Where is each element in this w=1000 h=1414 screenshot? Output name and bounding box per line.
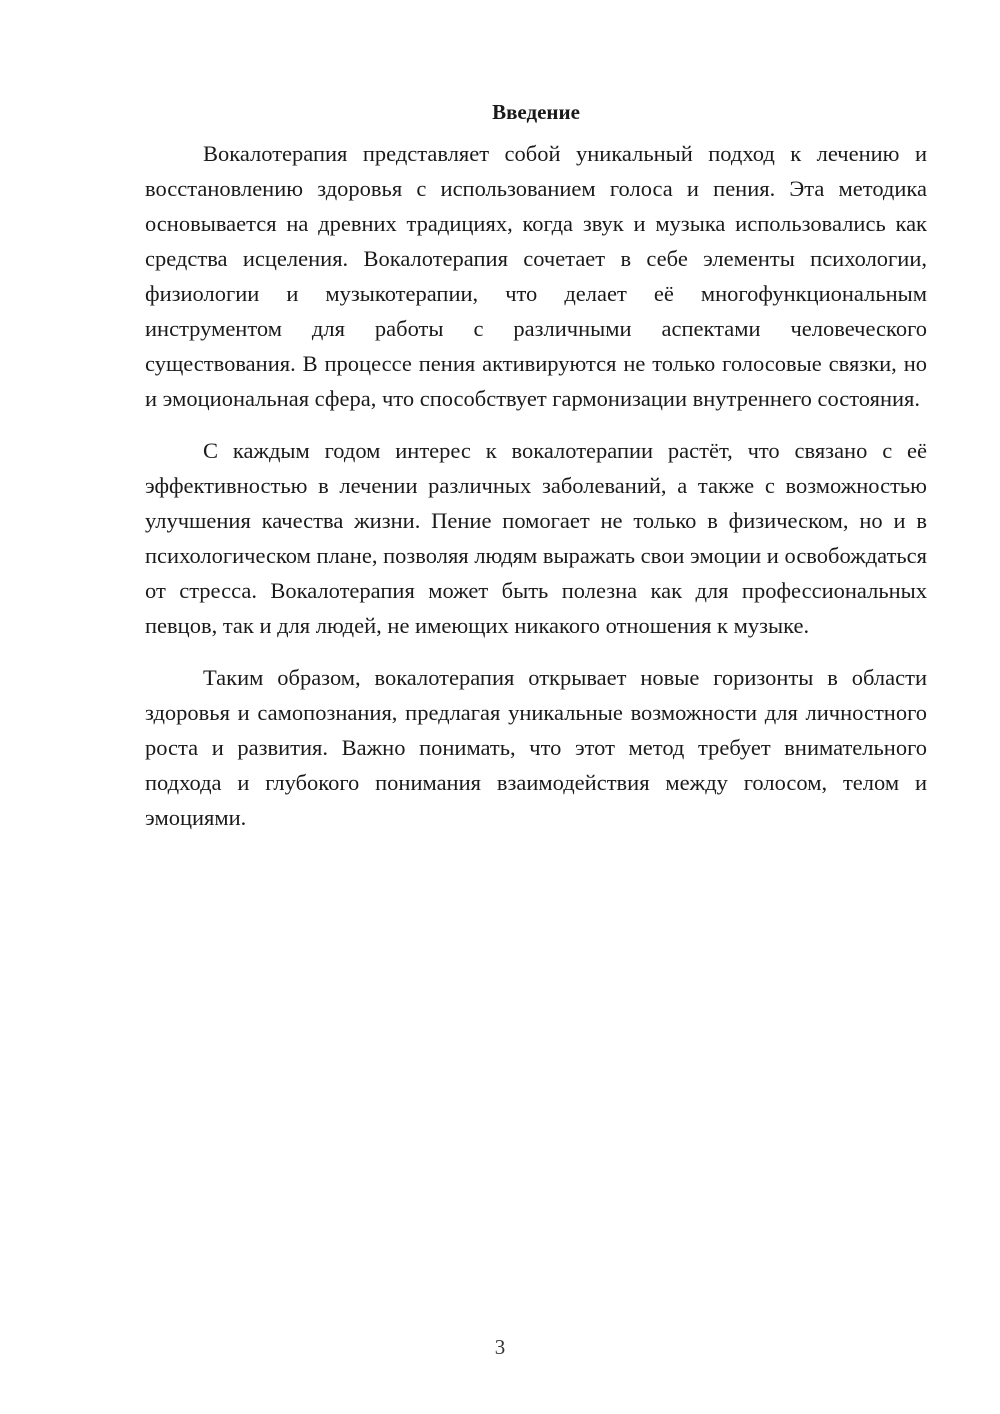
- section-title: Введение: [492, 100, 580, 124]
- paragraph-3: Таким образом, вокалотерапия открывает новые горизонты в области здоровья и самопознания, предлагая уникальные возможности для личностного роста и развития. Важно понимать, что этот метод требует внимательного подхода и глубокого понимания взаимодействия между голосом, телом и эмоциями.: [145, 665, 927, 830]
- page-number: 3: [494, 1335, 506, 1359]
- paragraph-1: Вокалотерапия представляет собой уникальный подход к лечению и восстановлению здоровья с использованием голоса и пения. Эта методика основывается на древних традициях, когда звук и музыка использовались как средства исцеления. Вокалотерапия сочетает в себе элементы психологии, физиологии и музыкотерапии, что делает её многофункциональным инструментом для работы с различными аспектами человеческого существования. В процессе пения активируются не только голосовые связки, но и эмоциональная сфера, что способствует гармонизации внутреннего состояния.: [145, 141, 927, 411]
- page-content: [145, 98, 927, 852]
- paragraph-2: С каждым годом интерес к вокалотерапии растёт, что связано с её эффективностью в лечении различных заболеваний, а также с возможностью улучшения качества жизни. Пение помогает не только в физическом, но и в психологическом плане, позволяя людям выражать свои эмоции и освобождаться от стресса. Вокалотерапия может быть полезна как для профессиональных певцов, так и для людей, не имеющих никакого отношения к музыке.: [145, 438, 927, 638]
